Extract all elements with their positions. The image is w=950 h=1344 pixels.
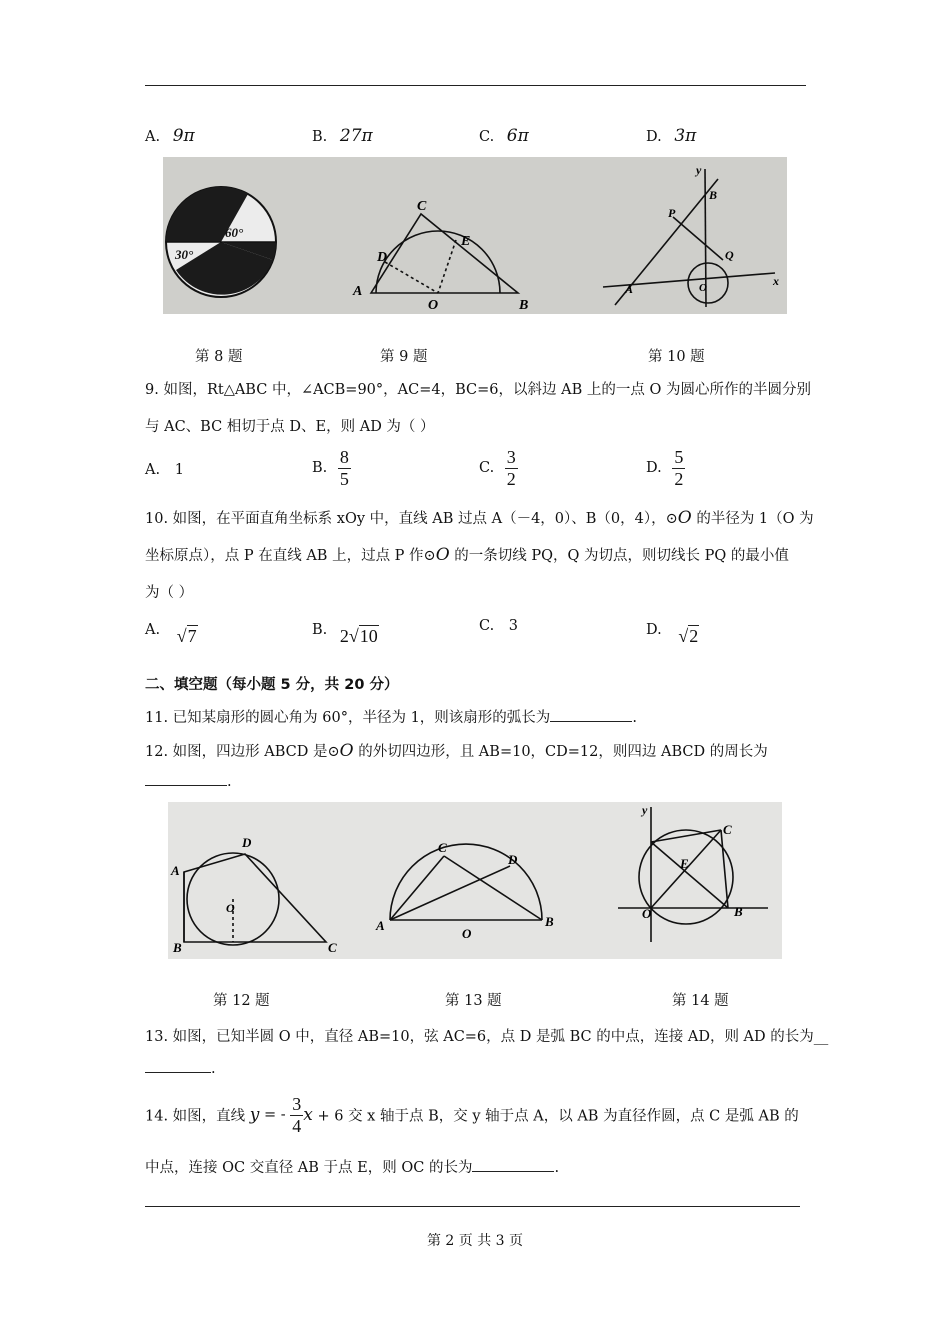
q10-option-b-label: B. <box>312 622 328 638</box>
q11-line <box>145 706 637 727</box>
fig9-label-d: D <box>377 250 388 265</box>
q12-line-1-post: 的外切四边形，且 AB=10，CD=12，则四边 ABCD 的周长为 <box>353 744 768 760</box>
q10-line-2-circle-o: O <box>435 545 450 565</box>
fig14-label-c: C <box>723 822 732 837</box>
q9-option-b-denominator: 5 <box>339 468 349 489</box>
q14-line-2-post: . <box>554 1160 560 1176</box>
q12-answer-blank[interactable] <box>145 785 227 786</box>
q10-option-b-coefficient: 2 <box>339 626 349 646</box>
q9-option-d <box>646 447 685 489</box>
figure-row-1-svg <box>163 157 787 314</box>
fig12-label-b: B <box>173 940 182 955</box>
q14-pre: 14. 如图，直线 <box>145 1108 250 1125</box>
fig12-label-a: A <box>171 863 180 878</box>
q10-line-1-post: 的半径为 1（O 为 <box>691 511 814 527</box>
q9-option-c-numerator: 3 <box>506 447 516 467</box>
caption-fig-14: 第 14 题 <box>672 993 729 1009</box>
q14-post: + 6 交 x 轴于点 B，交 y 轴于点 A，以 AB 为直径作圆，点 C 是弧 AB 的 <box>312 1108 799 1125</box>
fig9-label-o: O <box>428 298 439 313</box>
q10-option-b-radicand: 10 <box>359 626 378 646</box>
q9-option-c-fraction <box>505 447 518 489</box>
q8-option-a <box>145 126 195 146</box>
q11-answer-blank[interactable] <box>550 721 632 722</box>
q12-circle-o: O <box>339 741 354 761</box>
q10-line-3: 为（ ） <box>145 585 194 601</box>
q14-denominator: 4 <box>292 1115 302 1136</box>
q9-option-a <box>145 462 184 478</box>
q9-option-c-denominator: 2 <box>506 468 516 489</box>
fig14-label-b: B <box>734 904 743 919</box>
q8-option-c-label: C. <box>479 129 495 145</box>
q9-option-d-label: D. <box>646 460 662 477</box>
q14-line-2 <box>145 1156 559 1177</box>
fig14-label-e: E <box>680 856 689 871</box>
q12-line-2 <box>145 774 232 790</box>
q10-option-c <box>479 618 518 634</box>
fig13-label-b: B <box>545 914 554 929</box>
q10-line-1 <box>145 507 814 528</box>
q14-eq: = - <box>259 1107 291 1124</box>
q10-option-c-label: C. <box>479 618 495 634</box>
q12-line-2-post: . <box>227 774 232 790</box>
q14-answer-blank[interactable] <box>472 1171 554 1172</box>
q10-option-a-sqrt: √7 <box>176 626 197 646</box>
q9-option-b-numerator: 8 <box>339 447 349 467</box>
q9-option-b <box>312 447 351 489</box>
q9-option-c <box>479 447 518 489</box>
fig13-label-d: D <box>508 852 518 867</box>
caption-fig-13: 第 13 题 <box>445 993 502 1009</box>
q10-line-2-post: 的一条切线 PQ，Q 为切点，则切线长 PQ 的最小值 <box>449 548 789 564</box>
q10-option-d <box>646 618 699 646</box>
fig13-label-c: C <box>438 840 447 855</box>
q9-option-d-fraction <box>672 447 685 489</box>
fig10-label-x: x <box>773 274 779 288</box>
q8-option-b <box>312 126 373 146</box>
header-rule <box>145 85 806 86</box>
q14-line-2-pre: 中点，连接 OC 交直径 AB 于点 E，则 OC 的长为 <box>145 1160 473 1176</box>
q10-option-b-sqrt: 2√10 <box>339 626 378 646</box>
q10-option-b <box>312 618 379 646</box>
q9-option-a-value: 1 <box>174 462 184 478</box>
q14-var-x: x <box>303 1105 313 1126</box>
q14-line-1 <box>145 1094 799 1136</box>
fig14-label-y: y <box>642 803 648 817</box>
q14-numerator: 3 <box>292 1094 302 1114</box>
figure-14-axes <box>618 807 768 942</box>
q8-option-d <box>646 126 696 146</box>
caption-fig-10: 第 10 题 <box>648 349 705 365</box>
q10-line-2-pre: 坐标原点），点 P 在直线 AB 上，过点 P 作⊙ <box>145 548 436 564</box>
q9-line-2: 与 AC、BC 相切于点 D、E，则 AD 为（ ） <box>145 419 435 435</box>
q9-line-1: 9. 如图，Rt△ABC 中，∠ACB=90°，AC=4，BC=6，以斜边 AB 上的一点 O 为圆心所作的半圆分别 <box>145 382 811 398</box>
figure-8-circle <box>166 187 276 297</box>
q10-line-1-circle-o: O <box>677 508 692 528</box>
figure-13-semicircle <box>390 844 542 920</box>
q8-option-b-value: 27π <box>339 126 373 146</box>
q8-option-c-value: 6π <box>506 126 529 146</box>
fig12-label-d: D <box>242 835 252 850</box>
q11-text-post: . <box>632 710 637 726</box>
q9-option-a-label: A. <box>145 462 161 478</box>
q10-option-d-label: D. <box>646 622 662 638</box>
q10-option-a-label: A. <box>145 622 161 638</box>
page-number: 第 2 页 共 3 页 <box>426 1233 524 1249</box>
fig9-label-e: E <box>461 234 471 249</box>
fig10-label-b: B <box>709 188 718 202</box>
fig9-label-b: B <box>519 298 529 313</box>
q8-option-c <box>479 126 529 146</box>
fig10-label-y: y <box>696 163 702 177</box>
figure-row-2-svg <box>168 802 782 959</box>
q10-option-a-radicand: 7 <box>187 626 197 646</box>
fig8-label-30: 30° <box>175 247 194 262</box>
fig10-label-o: O <box>699 282 707 294</box>
figure-photo-row-2 <box>168 802 782 959</box>
q8-option-a-label: A. <box>145 129 161 145</box>
q14-var-y: y <box>249 1105 260 1126</box>
fig13-label-o: O <box>462 926 472 941</box>
fig10-label-a: A <box>625 282 634 296</box>
q9-option-b-label: B. <box>312 460 328 477</box>
fig8-label-60: 60° <box>225 225 244 240</box>
q8-option-d-label: D. <box>646 129 662 145</box>
q10-option-d-radicand: 2 <box>689 626 699 646</box>
q8-option-d-value: 3π <box>674 126 697 146</box>
q10-line-1-pre: 10. 如图，在平面直角坐标系 xOy 中，直线 AB 过点 A（－4，0）、B（0，4），⊙ <box>145 511 678 527</box>
q11-text-pre: 11. 已知某扇形的圆心角为 60°，半径为 1，则该扇形的弧长为 <box>145 710 551 726</box>
footer-rule <box>145 1206 800 1207</box>
q9-option-d-numerator: 5 <box>674 447 684 467</box>
caption-fig-8: 第 8 题 <box>195 349 243 365</box>
fig10-label-p: P <box>668 206 676 220</box>
q12-line-1 <box>145 740 768 761</box>
fig10-label-q: Q <box>725 248 734 262</box>
q13-line-1: 13. 如图，已知半圆 O 中，直径 AB=10，弦 AC=6，点 D 是弧 BC 的中点，连接 AD，则 AD 的长为__ <box>145 1029 829 1045</box>
fig9-label-c: C <box>417 199 427 214</box>
fig14-label-o: O <box>642 906 652 921</box>
fig12-label-o: O <box>226 901 235 915</box>
q10-option-a <box>145 618 198 646</box>
caption-fig-9: 第 9 题 <box>380 349 428 365</box>
q13-answer-blank[interactable] <box>145 1072 211 1073</box>
fig12-label-c: C <box>328 940 337 955</box>
q10-option-c-value: 3 <box>508 618 519 634</box>
q10-line-2 <box>145 544 789 565</box>
fig9-label-a: A <box>353 284 363 299</box>
figure-9-triangle <box>371 214 518 293</box>
figure-12-quadrilateral <box>184 853 326 945</box>
q10-option-d-sqrt: √2 <box>678 626 699 646</box>
q14-fraction <box>290 1094 303 1136</box>
q13-line-2 <box>145 1061 216 1077</box>
q9-option-d-denominator: 2 <box>674 468 684 489</box>
q8-option-a-value: 9π <box>172 126 195 146</box>
section-2-heading: 二、填空题（每小题 5 分，共 20 分） <box>145 677 399 693</box>
q9-option-c-label: C. <box>479 460 495 477</box>
q8-option-b-label: B. <box>312 129 328 145</box>
q13-line-2-post: . <box>211 1061 216 1077</box>
q12-line-1-pre: 12. 如图，四边形 ABCD 是⊙ <box>145 744 340 760</box>
caption-fig-12: 第 12 题 <box>213 993 270 1009</box>
fig13-label-a: A <box>376 918 385 933</box>
q9-option-b-fraction <box>338 447 351 489</box>
figure-photo-row-1 <box>163 157 787 314</box>
